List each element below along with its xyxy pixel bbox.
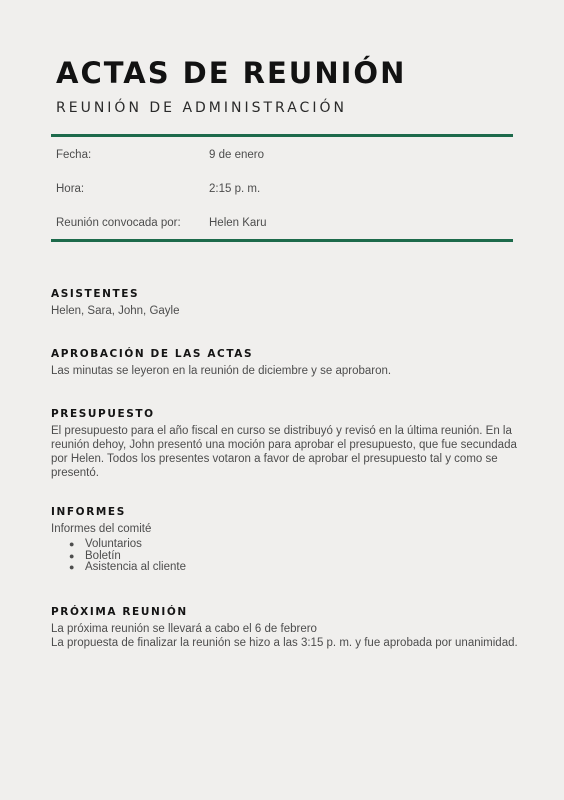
top-divider (51, 134, 513, 137)
reports-section (51, 506, 517, 574)
minutes-approval-text: Las minutas se leyeron en la reunión de diciembre y se aprobaron. (51, 365, 392, 377)
next-meeting-section (51, 606, 517, 650)
bottom-divider (51, 239, 513, 242)
next-meeting-heading: PRÓXIMA REUNIÓN (51, 606, 188, 618)
budget-section (51, 408, 517, 480)
time-value: 2:15 p. m. (209, 183, 261, 195)
list-item-label: Asistencia al cliente (85, 561, 186, 573)
called-by-value: Helen Karu (209, 217, 267, 229)
next-meeting-closing-line: La propuesta de finalizar la reunión se hizo a las 3:15 p. m. y fue aprobada por unanimidad. (51, 637, 518, 649)
document-subtitle: REUNIÓN DE ADMINISTRACIÓN (56, 100, 347, 116)
reports-list (51, 539, 517, 574)
document-title: ACTAS DE REUNIÓN (56, 56, 407, 90)
budget-heading: PRESUPUESTO (51, 408, 155, 420)
called-by-label: Reunión convocada por: (56, 217, 181, 229)
budget-text: El presupuesto para el año fiscal en curso se distribuyó y revisó en la última reunión. En la reunión dehoy, John presentó una moción para aprobar el presupuesto, que fue secundada por Helen. Todos los presentes votaron a favor de aprobar el presupuesto tal y como se presentó. (51, 425, 517, 479)
time-label: Hora: (56, 183, 85, 195)
attendees-section (51, 288, 517, 318)
attendees-heading: ASISTENTES (51, 288, 140, 300)
bullet-icon: ● (69, 562, 75, 572)
reports-heading: INFORMES (51, 506, 126, 518)
next-meeting-text (51, 622, 517, 650)
date-value: 9 de enero (209, 149, 264, 161)
next-meeting-date-line: La próxima reunión se llevará a cabo el 6 de febrero (51, 623, 317, 635)
list-item-label: Boletín (85, 549, 121, 562)
attendees-text: Helen, Sara, John, Gayle (51, 305, 180, 317)
minutes-approval-heading: APROBACIÓN DE LAS ACTAS (51, 348, 254, 360)
minutes-approval-section (51, 348, 517, 378)
list-item (51, 539, 517, 551)
date-label: Fecha: (56, 149, 92, 161)
reports-intro: Informes del comité (51, 523, 152, 535)
list-item (51, 562, 517, 574)
bullet-icon: ● (69, 539, 75, 549)
bullet-icon: ● (69, 550, 75, 561)
list-item-label: Voluntarios (85, 538, 142, 550)
